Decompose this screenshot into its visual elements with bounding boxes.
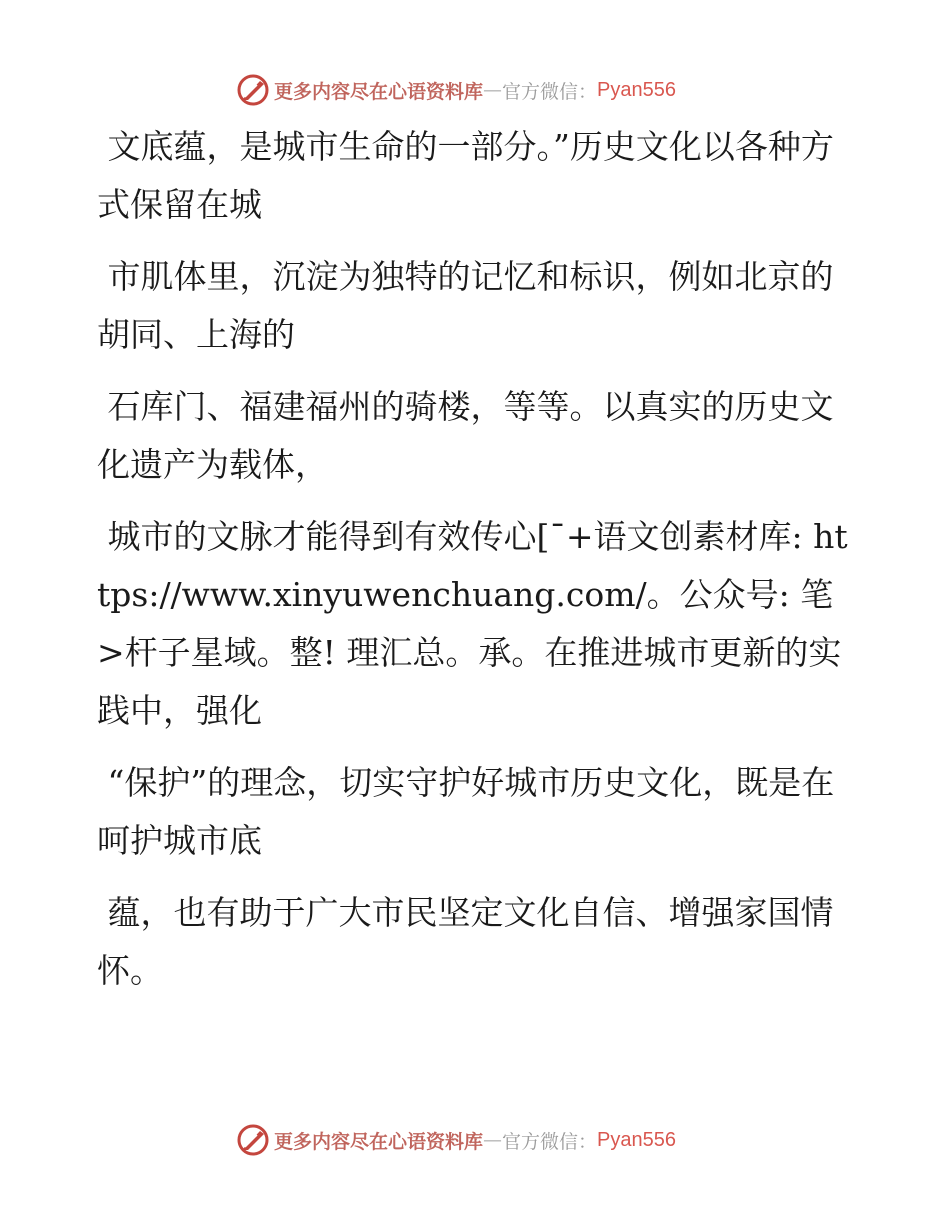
watermark-title: 更多内容尽在心语资料库 [274, 1130, 484, 1153]
paragraph: “保护”的理念，切实守护好城市历史文化，既是在呵护城市底 [97, 763, 835, 860]
paragraph: 石库门、福建福州的骑楼，等等。以真实的历史文化遗产为载体， [97, 387, 834, 484]
watermark-label: 官方微信： [502, 1130, 598, 1153]
watermark-dash: — [483, 1129, 503, 1151]
watermark-wechat-id: Pyan556 [597, 78, 676, 101]
watermark-wechat-id: Pyan556 [597, 1128, 676, 1151]
paragraph: 文底蕴，是城市生命的一部分。”历史文化以各种方式保留在城 [97, 127, 834, 224]
footer-watermark [236, 1123, 676, 1157]
watermark-title: 更多内容尽在心语资料库 [274, 80, 484, 103]
quill-pen-circle-icon [236, 1123, 270, 1157]
watermark-label: 官方微信： [502, 80, 598, 103]
header-watermark [236, 73, 676, 107]
paragraph: 蕴，也有助于广大市民坚定文化自信、增强家国情怀。 [97, 893, 834, 990]
paragraph: 市肌体里，沉淀为独特的记忆和标识，例如北京的胡同、上海的 [97, 257, 834, 354]
watermark-dash: — [483, 79, 503, 101]
body-text [97, 118, 857, 1000]
paragraph: 城市的文脉才能得到有效传心[¯+语文创素材库: https://www.xinyuwenchuang.com/。公众号: 笔>杆子星域。整! 理汇总。承。在推进城市更新的实践中，强化 [97, 517, 848, 730]
quill-pen-circle-icon [236, 73, 270, 107]
